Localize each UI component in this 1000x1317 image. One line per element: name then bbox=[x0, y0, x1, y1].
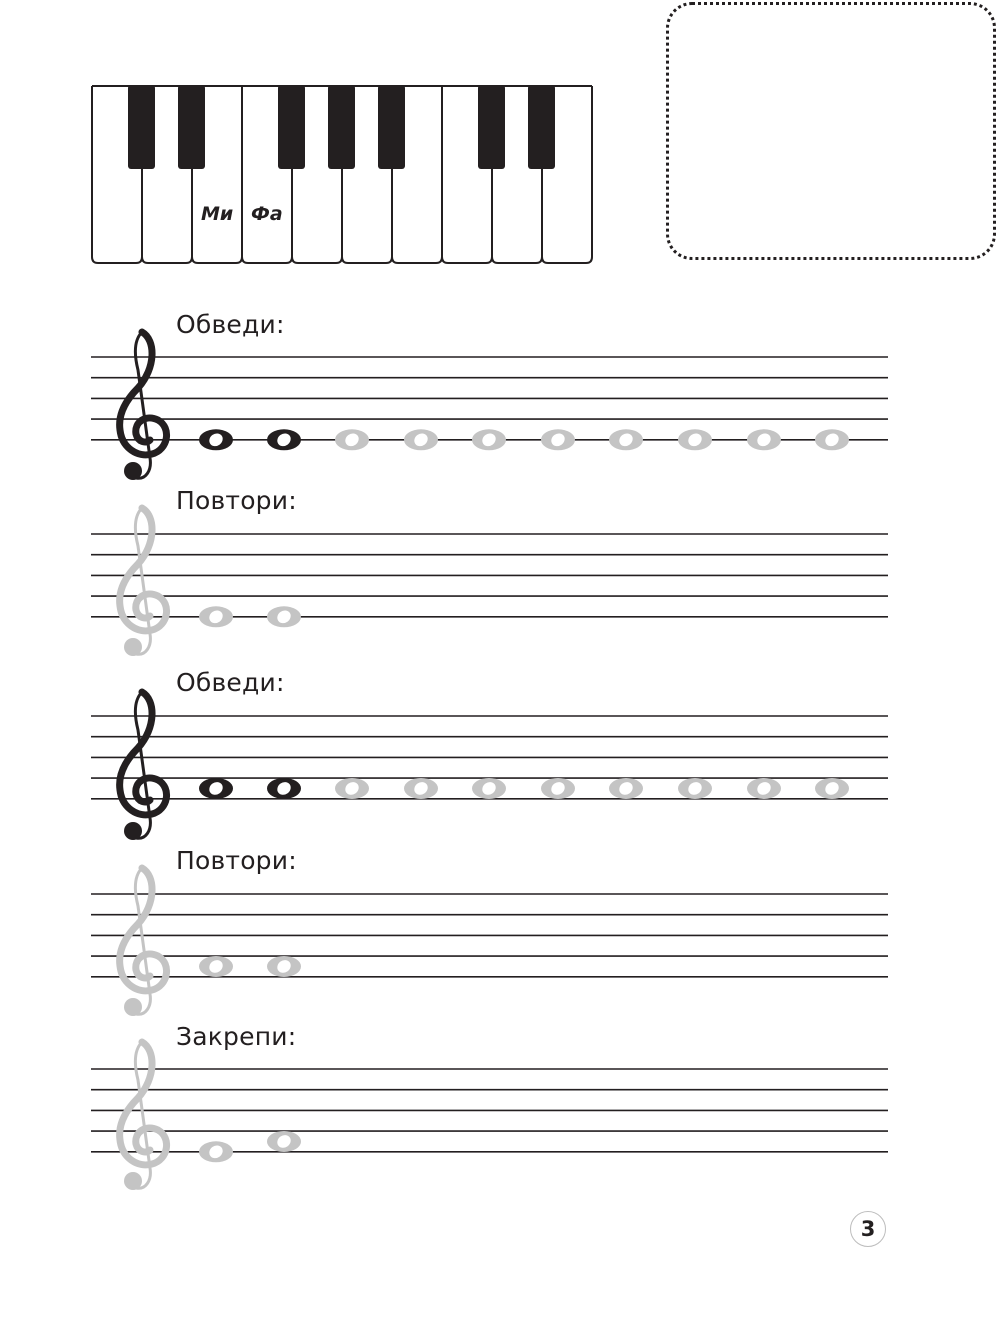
whole-note-icon[interactable] bbox=[747, 429, 781, 450]
page-number: 3 bbox=[860, 1217, 876, 1241]
treble-clef-icon bbox=[120, 692, 167, 840]
music-staff bbox=[0, 660, 1000, 840]
whole-note-icon[interactable] bbox=[404, 778, 438, 799]
whole-note-icon[interactable] bbox=[815, 429, 849, 450]
piano-keyboard bbox=[91, 85, 591, 265]
key-label-mi: Ми bbox=[201, 203, 234, 225]
black-key[interactable] bbox=[478, 85, 505, 169]
whole-note-icon[interactable] bbox=[335, 429, 369, 450]
whole-note-icon[interactable] bbox=[678, 778, 712, 799]
section-title: Обведи: bbox=[176, 310, 285, 339]
whole-note-icon[interactable] bbox=[678, 429, 712, 450]
whole-note-icon[interactable] bbox=[609, 778, 643, 799]
section-title: Повтори: bbox=[176, 486, 297, 515]
whole-note-icon[interactable] bbox=[472, 429, 506, 450]
music-staff[interactable] bbox=[0, 478, 1000, 658]
section-title: Обведи: bbox=[176, 668, 285, 697]
whole-note-icon[interactable] bbox=[199, 606, 233, 627]
whole-note-icon[interactable] bbox=[267, 606, 301, 627]
black-key[interactable] bbox=[278, 85, 305, 169]
treble-clef-icon bbox=[120, 508, 167, 656]
music-staff[interactable] bbox=[0, 838, 1000, 1018]
whole-note-icon bbox=[267, 429, 301, 450]
section-title: Повтори: bbox=[176, 846, 297, 875]
whole-note-icon[interactable] bbox=[267, 1131, 301, 1152]
whole-note-icon bbox=[199, 778, 233, 799]
drawing-box[interactable] bbox=[666, 2, 996, 260]
whole-note-icon[interactable] bbox=[541, 778, 575, 799]
whole-note-icon[interactable] bbox=[267, 956, 301, 977]
whole-note-icon[interactable] bbox=[335, 778, 369, 799]
black-key[interactable] bbox=[528, 85, 555, 169]
music-staff bbox=[0, 300, 1000, 480]
whole-note-icon[interactable] bbox=[199, 956, 233, 977]
treble-clef-icon bbox=[120, 868, 167, 1016]
music-staff[interactable] bbox=[0, 1014, 1000, 1194]
black-key[interactable] bbox=[178, 85, 205, 169]
black-key[interactable] bbox=[128, 85, 155, 169]
whole-note-icon[interactable] bbox=[815, 778, 849, 799]
whole-note-icon[interactable] bbox=[747, 778, 781, 799]
whole-note-icon bbox=[267, 778, 301, 799]
section-title: Закрепи: bbox=[176, 1022, 297, 1051]
whole-note-icon[interactable] bbox=[404, 429, 438, 450]
whole-note-icon[interactable] bbox=[199, 1141, 233, 1162]
piano-keys-graphic bbox=[91, 85, 593, 267]
black-key[interactable] bbox=[328, 85, 355, 169]
treble-clef-icon bbox=[120, 332, 167, 480]
key-label-fa: Фа bbox=[251, 203, 283, 225]
treble-clef-icon bbox=[120, 1042, 167, 1190]
whole-note-icon bbox=[199, 429, 233, 450]
whole-note-icon[interactable] bbox=[609, 429, 643, 450]
page-number-badge bbox=[850, 1211, 886, 1247]
black-key[interactable] bbox=[378, 85, 405, 169]
whole-note-icon[interactable] bbox=[541, 429, 575, 450]
whole-note-icon[interactable] bbox=[472, 778, 506, 799]
